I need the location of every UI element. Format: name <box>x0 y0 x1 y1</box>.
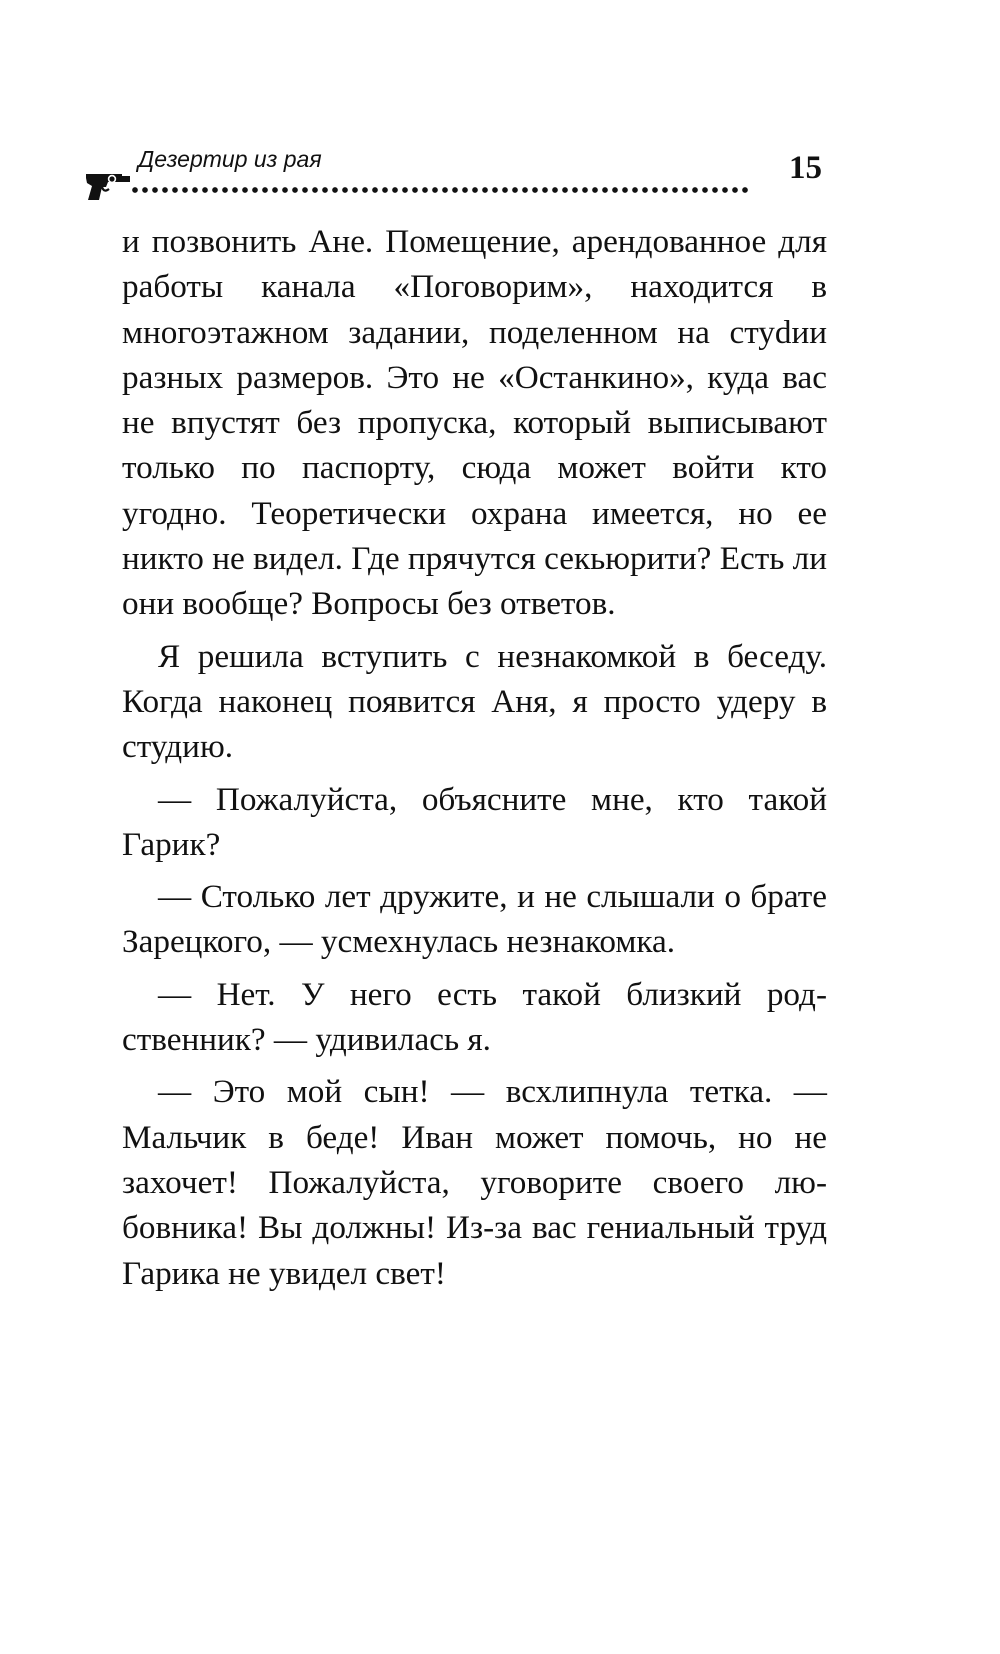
paragraph: — Это мой сын! — всхлипнула тетка. — Мальчик в беде! Иван может помочь, но не захочет! Пожалуйста, уговорите своего любовника! Вы должны! Из-за вас гениальный труд Гарика не увидел свет! <box>122 1073 827 1292</box>
book-title: Дезертир из рая <box>138 146 322 172</box>
paragraph: — Нет. У него есть такой близкий родственник? — удивилась я. <box>122 975 827 1059</box>
paragraph: — Пожалуйста, объясните мне, кто такой Гарик? <box>122 780 827 863</box>
paragraph: — Столько лет дружите, и не слышали о брате Зарецкого, — усмехнулась незнакомка. <box>122 878 827 961</box>
paragraph: Я решила вступить с незнакомкой в беседу. Когда наконец появится Аня, я просто удеру в студию. <box>122 637 827 766</box>
dot-leader <box>130 186 752 194</box>
revolver-icon <box>82 170 132 204</box>
paragraph: и позвонить Ане. Помещение, арендованное для работы канала «Поговорим», находится в многоэтажном задании, поделенном на стуdии разных размеров. Это не «Останкино», куда вас не впустят без пропуска, который выписывают только по паспорту, сюда может войти кто угодно. Теоретически охрана имеется, но ее никто не видел. Где прячутся секьюрити? Есть ли они вообще? Вопросы без ответов. <box>122 223 827 623</box>
running-header <box>82 138 822 208</box>
body-text <box>122 219 827 1303</box>
page-number: 15 <box>789 150 822 186</box>
